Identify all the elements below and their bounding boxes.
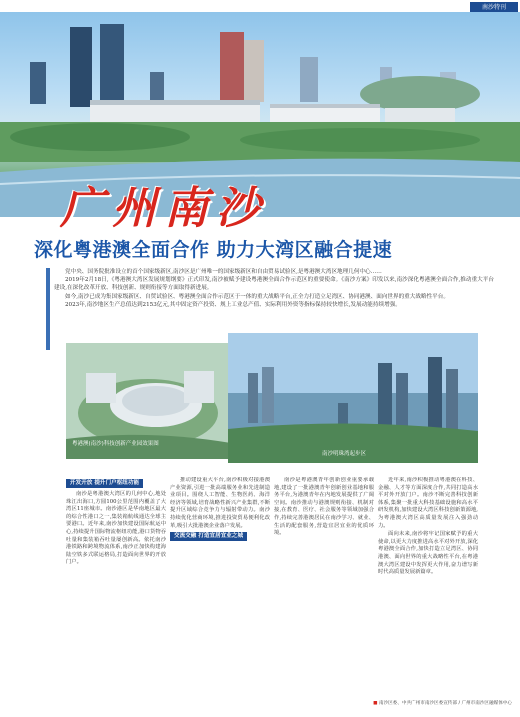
section-tag: 南沙特刊 xyxy=(470,2,518,13)
intro-paragraph: 党中央、国务院批准设立的首个国家级新区,南沙区是广州唯一的国家级新区和自由贸易试验区,是粤港澳大湾区地理几何中心…… xyxy=(65,269,382,275)
page-subtitle: 深化粤港澳全面合作 助力大湾区融合提速 xyxy=(34,239,393,261)
body-column-1 xyxy=(66,477,166,697)
intro-paragraph: 2019年2月18日,《粤港澳大湾区发展规划纲要》正式印发,南沙被赋予建设粤港澳全面合作示范区的重要使命。《南沙方案》印发以来,南沙深化粤港澳全面合作,推动重大平台建设,在深化改革开放、科技创新、规则衔接等方面取得新进展。 xyxy=(54,277,494,292)
footer-text: 南沙区委、中共广州市南沙区委宣传部 / 广州市南沙区融媒体中心 xyxy=(378,701,512,706)
body-column-4 xyxy=(378,477,478,697)
science-park-photo xyxy=(66,343,231,459)
photo-caption: 南沙明珠湾起步区 xyxy=(322,451,367,457)
section-heading: 交流交融 打造宜居宜业之城 xyxy=(170,532,247,541)
intro-paragraph: 2023年,南沙地区生产总值达到2153亿元,其中固定资产投资、规上工业总产值、实际利用外资等指标保持较快增长,发展动能持续增强。 xyxy=(65,301,401,308)
body-column-2 xyxy=(170,477,270,697)
mingzhu-bay-photo xyxy=(228,333,478,463)
body-paragraph: 面向未来,南沙将牢记国家赋予的重大使命,以更大力度推进高水平对外开放,深化粤港澳全面合作,加快打造立足湾区、协同港澳、面向世界的重大战略性平台,在粤港澳大湾区建设中发挥更大作用,奋力谱写新时代高质量发展新篇章。 xyxy=(378,531,478,576)
body-paragraph: 推动建设重大平台,南沙积极对接港澳产业资源,引进一批高端服务业和先进制造业项目。围绕人工智能、生物医药、海洋经济等领域,培育战略性新兴产业集群,不断提升区域综合竞争力与辐射带动力。南沙持续优化营商环境,推进投资贸易便利化改革,吸引大批港澳企业落户发展。 xyxy=(170,477,270,529)
body-column-3 xyxy=(274,477,374,697)
page-title: 广州南沙 xyxy=(60,183,268,234)
intro-paragraph: 如今,南沙已成为集国家级新区、自贸试验区、粤港澳全面合作示范区于一体的重大战略平台,正全力打造立足湾区、协同港澳、面向世界的重大战略性平台。 xyxy=(65,293,449,300)
page-footer xyxy=(300,700,512,710)
body-paragraph: 南沙是粤港澳大湾区的几何中心,地处珠江出海口,方圆100公里范围内覆盖了大湾区11座城市。南沙港区是华南地区最大的综合性港口之一,集装箱航线通达全球主要港口。近年来,南沙加快建设国际航运中心,持续提升国际物流枢纽功能,港口货物吞吐量和集装箱吞吐量屡创新高。依托南沙港铁路和跨境物流体系,南沙正加快构建海陆空铁多式联运格局,打造面向世界的开放门户。 xyxy=(66,491,166,566)
photo-caption: 粤港澳(南沙)科技创新产业园效果图 xyxy=(72,441,159,447)
body-paragraph: 近年来,南沙积极推动粤港澳在科技、金融、人才等方面深度合作,共同打造高水平对外开放门户。南沙不断完善科技创新体系,集聚一批重大科技基础设施和高水平研发机构,加快建设大湾区科技创新策源地,为粤港澳大湾区高质量发展注入强劲动力。 xyxy=(378,477,478,529)
body-paragraph: 南沙是粤港澳青年创新创业重要承载地,建设了一批港澳青年创新创业基地和服务平台,为港澳青年在内地发展提供了广阔空间。南沙推动与港澳规则衔接、机制对接,在教育、医疗、社会服务等领域加强合作,持续完善港澳居民在南沙学习、就业、生活的配套服务,营造宜居宜业的优质环境。 xyxy=(274,477,374,537)
footer-bullet-icon: ■ xyxy=(373,701,379,706)
section-heading: 开发开放 提升门户枢纽功能 xyxy=(66,479,143,488)
